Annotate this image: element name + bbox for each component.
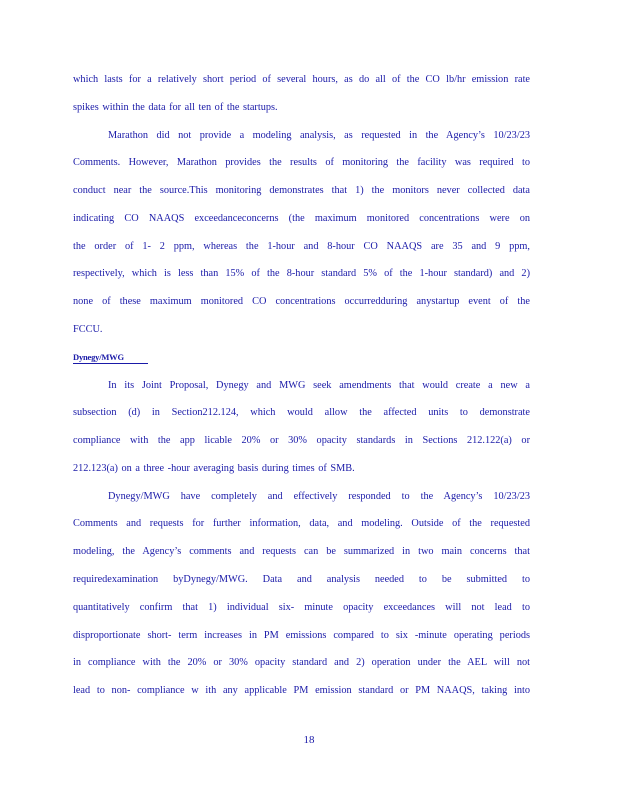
text-line: In its Joint Proposal, Dynegy and MWG seek amendments that would create a new a [108,380,530,391]
text-line: lead to non- compliance w ith any applicable PM emission standard or PM NAAQS, taking into [73,685,530,696]
text-line: the order of 1- 2 ppm, whereas the 1-hour and 8-hour CO NAAQS are 35 and 9 ppm, [73,241,530,252]
text-line: compliance with the app licable 20% or 30% opacity standards in Sections 212.122(a) or [73,435,530,446]
heading-underline [73,363,148,364]
text-line: Marathon did not provide a modeling analysis, as requested in the Agency’s 10/23/23 [108,130,530,141]
text-line: in compliance with the 20% or 30% opacity standard and 2) operation under the AEL will not [73,657,530,668]
text-line: respectively, which is less than 15% of the 8-hour standard 5% of the 1-hour standard) and 2) [73,268,530,279]
text-line: modeling, the Agency’s comments and requests can be summarized in two main concerns that [73,546,530,557]
text-line: Comments. However, Marathon provides the results of monitoring the facility was required to [73,157,530,168]
text-line: indicating CO NAAQS exceedanceconcerns (the maximum monitored concentrations were on [73,213,530,224]
text-line: quantitatively confirm that 1) individual six- minute opacity exceedances will not lead to [73,602,530,613]
text-line: Comments and requests for further information, data, and modeling. Outside of the requested [73,518,530,529]
text-line: subsection (d) in Section212.124, which would allow the affected units to demonstrate [73,407,530,418]
text-line: disproportionate short- term increases in PM emissions compared to six -minute operating periods [73,630,530,641]
section-heading: Dynegy/MWG [73,352,124,362]
text-line: requiredexamination byDynegy/MWG. Data and analysis needed to be submitted to [73,574,530,585]
text-line: conduct near the source.This monitoring demonstrates that 1) the monitors never collected data [73,185,530,196]
page-number: 18 [303,734,315,746]
text-line: none of these maximum monitored CO concentrations occurredduring anystartup event of the [73,296,530,307]
text-line: spikes within the data for all ten of the startups. [73,102,278,113]
text-line: 212.123(a) on a three -hour averaging basis during times of SMB. [73,463,355,474]
text-line: FCCU. [73,324,103,335]
text-line: which lasts for a relatively short period of several hours, as do all of the CO lb/hr emission rate [73,74,530,85]
text-line: Dynegy/MWG have completely and effectively responded to the Agency’s 10/23/23 [108,491,530,502]
